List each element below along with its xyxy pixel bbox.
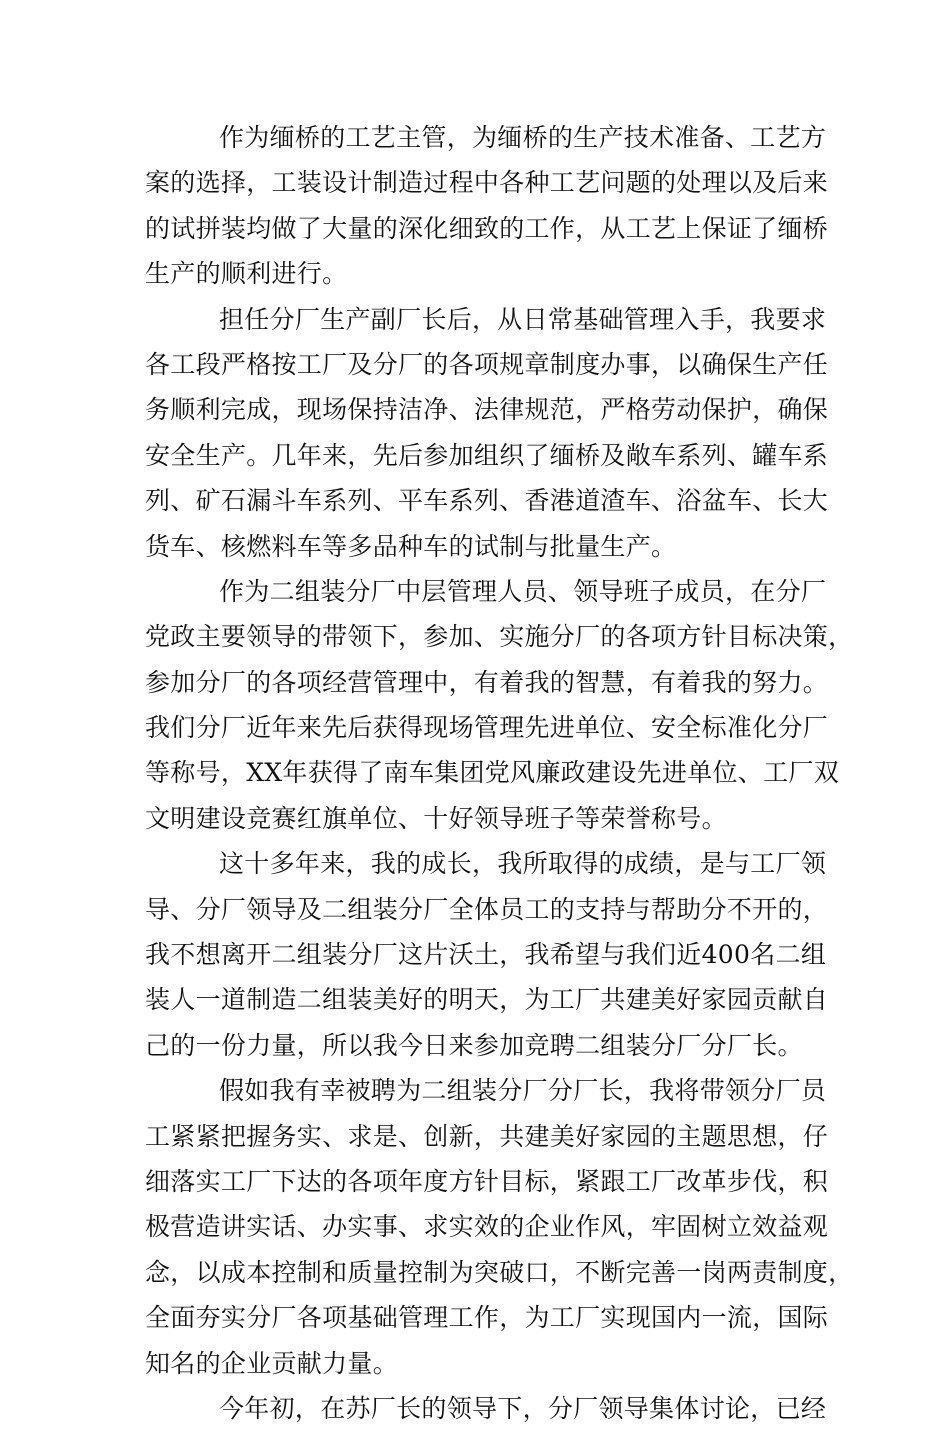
paragraph-1 (145, 115, 829, 297)
paragraph-5 (145, 1068, 854, 1386)
text-line: 生产的顺利进行。 (145, 259, 348, 289)
paragraph-2 (145, 297, 829, 569)
text-line: 我不想离开二组装分厂这片沃土，我希望与我们近400名二组 (145, 940, 827, 970)
text-line: 知名的企业贡献力量。 (145, 1348, 399, 1378)
text-line: 各工段严格按工厂及分厂的各项规章制度办事，以确保生产任 (145, 349, 829, 379)
text-line: 参加分厂的各项经营管理中，有着我的智慧，有着我的努力。 (145, 667, 829, 697)
text-line: 装人一道制造二组装美好的明天，为工厂共建美好家园贡献自 (145, 985, 829, 1015)
text-line: 的试拼装均做了大量的深化细致的工作，从工艺上保证了缅桥 (145, 213, 829, 243)
text-line: 列、矿石漏斗车系列、平车系列、香港道渣车、浴盆车、长大 (145, 486, 829, 516)
paragraph-3 (145, 569, 854, 841)
text-line: 全面夯实分厂各项基础管理工作，为工厂实现国内一流，国际 (145, 1303, 829, 1333)
text-line: 我们分厂近年来先后获得现场管理先进单位、安全标准化分厂 (145, 713, 829, 743)
text-line: 等称号，XX年获得了南车集团党风廉政建设先进单位、工厂双 (145, 758, 839, 788)
text-line: 极营造讲实话、办实事、求实效的企业作风，牢固树立效益观 (145, 1212, 829, 1242)
paragraph-6 (145, 1386, 827, 1431)
text-line: 导、分厂领导及二组装分厂全体员工的支持与帮助分不开的， (145, 894, 829, 924)
text-line: 货车、核燃料车等多品种车的试制与批量生产。 (145, 531, 677, 561)
text-line: 念，以成本控制和质量控制为突破口，不断完善一岗两责制度， (145, 1257, 854, 1287)
paragraph-4 (145, 841, 829, 1068)
text-line: 担任分厂生产副厂长后，从日常基础管理入手，我要求 (219, 304, 827, 334)
text-line: 己的一份力量，所以我今日来参加竞聘二组装分厂分厂长。 (145, 1030, 803, 1060)
text-line: 作为二组装分厂中层管理人员、领导班子成员，在分厂 (219, 576, 827, 606)
text-line: 文明建设竞赛红旗单位、十好领导班子等荣誉称号。 (145, 803, 727, 833)
text-line: 安全生产。几年来，先后参加组织了缅桥及敞车系列、罐车系 (145, 440, 829, 470)
text-line: 细落实工厂下达的各项年度方针目标，紧跟工厂改革步伐，积 (145, 1166, 829, 1196)
text-line: 务顺利完成，现场保持洁净、法律规范，严格劳动保护，确保 (145, 395, 829, 425)
text-line: 工紧紧把握务实、求是、创新，共建美好家园的主题思想，仔 (145, 1121, 829, 1151)
text-line: 案的选择，工装设计制造过程中各种工艺问题的处理以及后来 (145, 168, 829, 198)
text-line: 今年初，在苏厂长的领导下，分厂领导集体讨论，已经 (219, 1393, 827, 1423)
text-line: 假如我有幸被聘为二组装分厂分厂长，我将带领分厂员 (219, 1076, 827, 1106)
text-line: 作为缅桥的工艺主管，为缅桥的生产技术准备、工艺方 (219, 123, 827, 152)
text-line: 这十多年来，我的成长，我所取得的成绩，是与工厂领 (219, 849, 827, 879)
body-text (145, 115, 854, 1431)
text-line: 党政主要领导的带领下，参加、实施分厂的各项方针目标决策， (145, 622, 854, 652)
